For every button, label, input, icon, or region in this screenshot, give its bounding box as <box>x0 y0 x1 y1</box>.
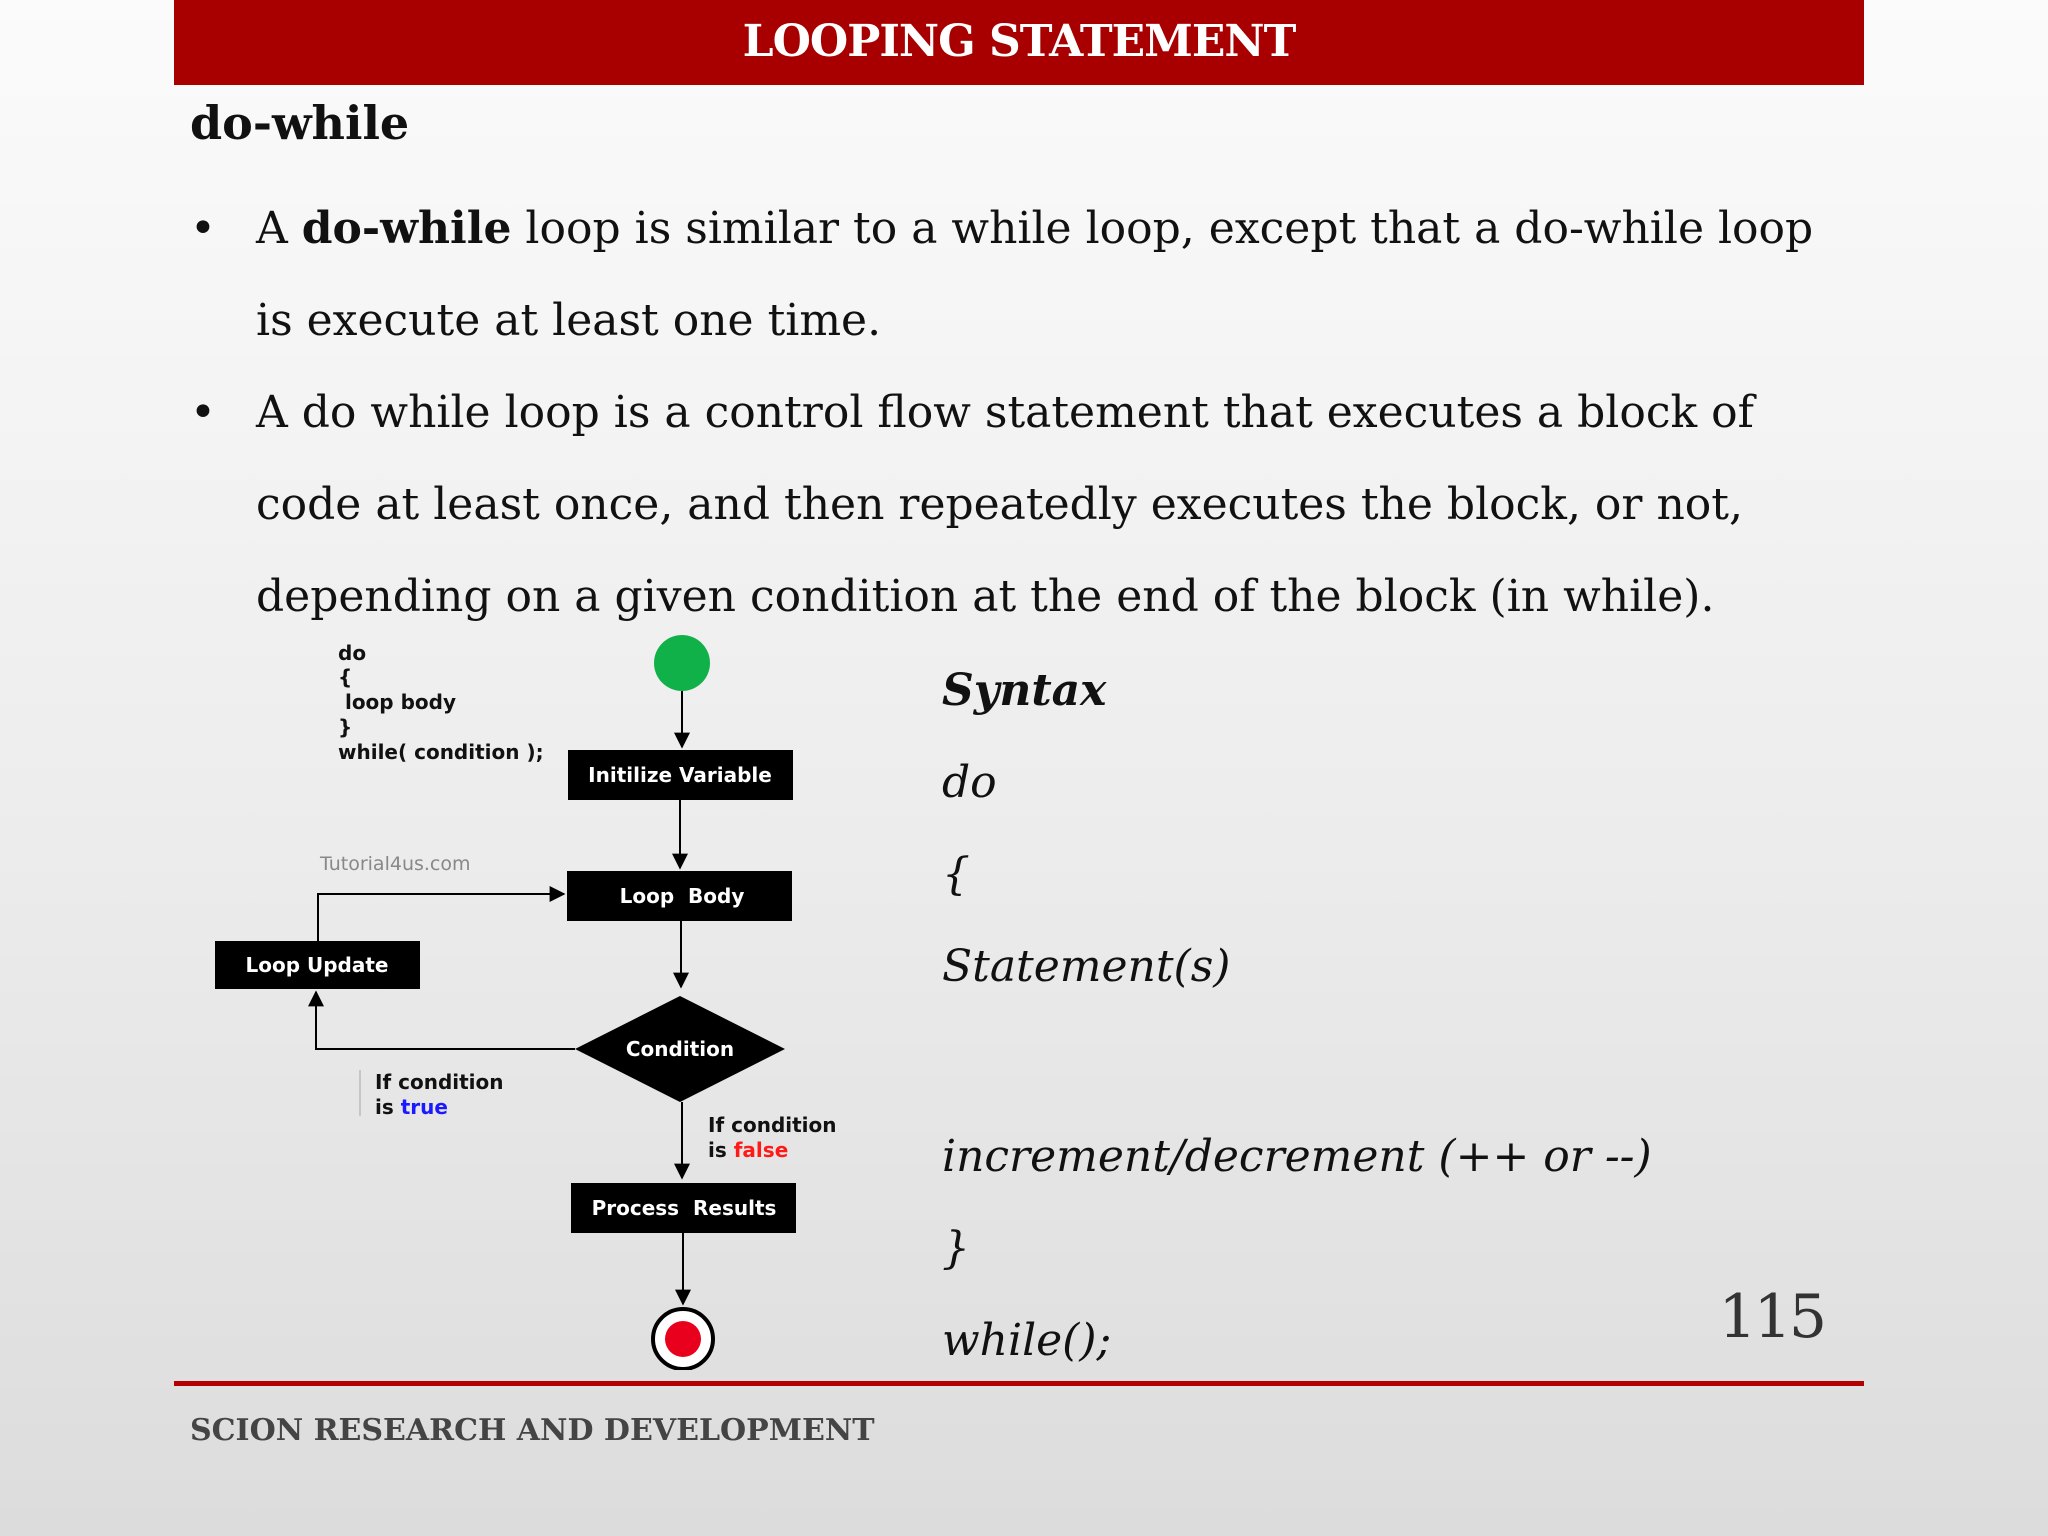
bullet-item <box>190 183 1850 367</box>
svg-text:is false <box>708 1138 788 1162</box>
syntax-line: } <box>942 1223 970 1274</box>
true-branch-prefix: is <box>375 1095 401 1119</box>
footer-divider <box>174 1381 1864 1386</box>
syntax-line: increment/decrement (++ or --) <box>942 1131 1652 1182</box>
false-branch-label: If condition <box>708 1113 837 1137</box>
bullet-text: A do while loop is a control flow statement that executes a block of code at least once, and then repeatedly executes the block, or not, depending on a given condition at the end of the block (in while). <box>256 387 1754 622</box>
subheading: do-while <box>190 96 410 150</box>
false-branch-prefix: is <box>708 1138 734 1162</box>
slide-title: LOOPING STATEMENT <box>742 16 1296 67</box>
loop-body-label: Loop Body <box>619 884 745 908</box>
bullet-dot-icon: • <box>190 387 216 438</box>
end-node-core <box>665 1321 701 1357</box>
syntax-line: { <box>942 849 970 900</box>
code-line: { <box>338 665 353 689</box>
bullet-prefix: A <box>256 203 302 254</box>
condition-label: Condition <box>625 1037 735 1061</box>
true-branch-label: If condition <box>375 1070 504 1094</box>
false-word: false <box>733 1138 789 1162</box>
syntax-line: while(); <box>942 1315 1112 1366</box>
loop-update-label: Loop Update <box>245 953 389 977</box>
footer-text: SCION RESEARCH AND DEVELOPMENT <box>190 1413 875 1448</box>
svg-text:is true <box>375 1095 448 1119</box>
true-word: true <box>400 1095 448 1119</box>
init-variable-label: Initilize Variable <box>588 763 772 787</box>
code-line: loop body <box>338 690 456 714</box>
process-results-label: Process Results <box>591 1196 777 1220</box>
code-line: while( condition ); <box>338 740 544 764</box>
bullet-bold-term: do-while <box>301 203 512 254</box>
bullet-list <box>190 183 1850 643</box>
syntax-line: do <box>942 757 997 808</box>
watermark-text: Tutorial4us.com <box>320 853 471 875</box>
bullet-text: loop is similar to a while loop, except that a do-while loop is execute at least one time. <box>256 203 1814 346</box>
syntax-line: Statement(s) <box>942 941 1231 992</box>
bullet-dot-icon: • <box>190 203 216 254</box>
start-node <box>654 635 710 691</box>
code-snippet <box>338 641 544 764</box>
page-number: 115 <box>1718 1282 1824 1352</box>
code-line: do <box>338 641 367 665</box>
flowchart-diagram <box>200 630 860 1370</box>
title-bar <box>174 0 1864 85</box>
code-line: } <box>338 715 353 739</box>
syntax-heading: Syntax <box>942 665 1107 716</box>
bullet-item <box>190 367 1850 643</box>
